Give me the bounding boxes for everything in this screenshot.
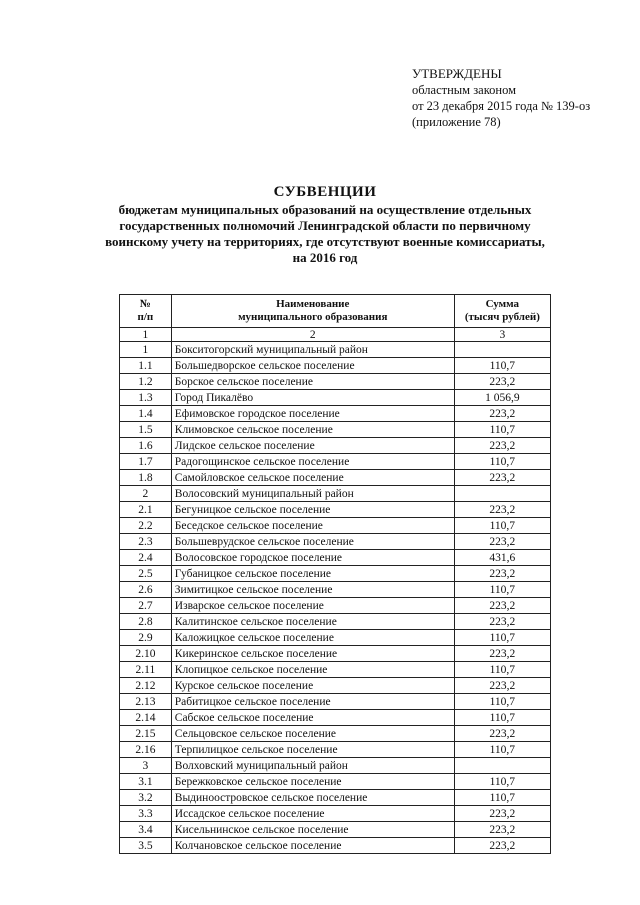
table-row [120, 486, 551, 502]
row-name: Калитинское сельское поселение [171, 614, 454, 630]
row-number: 3.3 [120, 806, 172, 822]
table-row [120, 742, 551, 758]
document-heading [60, 182, 590, 266]
table-row [120, 614, 551, 630]
row-sum: 223,2 [454, 566, 550, 582]
row-name: Волховский муниципальный район [171, 758, 454, 774]
row-number: 3 [120, 758, 172, 774]
row-name: Борское сельское поселение [171, 374, 454, 390]
table-row [120, 534, 551, 550]
row-number: 1.5 [120, 422, 172, 438]
row-sum: 110,7 [454, 694, 550, 710]
table-row [120, 582, 551, 598]
approval-block [412, 66, 590, 130]
document-subtitle-line: бюджетам муниципальных образований на осуществление отдельных [118, 202, 532, 217]
row-sum: 223,2 [454, 806, 550, 822]
row-number: 3.4 [120, 822, 172, 838]
row-sum: 223,2 [454, 726, 550, 742]
row-name: Кикеринское сельское поселение [171, 646, 454, 662]
row-name: Клопицкое сельское поселение [171, 662, 454, 678]
subventions-table [119, 294, 551, 854]
table-row [120, 790, 551, 806]
row-name: Ефимовское городское поселение [171, 406, 454, 422]
table-row [120, 358, 551, 374]
table-row [120, 454, 551, 470]
row-sum: 223,2 [454, 374, 550, 390]
row-number: 2.9 [120, 630, 172, 646]
row-sum: 223,2 [454, 678, 550, 694]
table-row [120, 726, 551, 742]
row-sum: 110,7 [454, 358, 550, 374]
row-number: 2.5 [120, 566, 172, 582]
row-name: Зимитицкое сельское поселение [171, 582, 454, 598]
row-sum: 110,7 [454, 518, 550, 534]
row-number: 2.7 [120, 598, 172, 614]
approval-line: от 23 декабря 2015 года № 139-оз [412, 99, 591, 113]
row-name: Волосовский муниципальный район [171, 486, 454, 502]
row-number: 2.8 [120, 614, 172, 630]
approval-title: УТВЕРЖДЕНЫ [412, 66, 502, 81]
header-sum: Сумма (тысяч рублей) [454, 295, 550, 328]
row-name: Бокситогорский муниципальный район [171, 342, 454, 358]
row-sum: 110,7 [454, 454, 550, 470]
table-row [120, 694, 551, 710]
row-number: 2.13 [120, 694, 172, 710]
table-row [120, 646, 551, 662]
table-row [120, 566, 551, 582]
table-row [120, 518, 551, 534]
table-row [120, 598, 551, 614]
table-row [120, 710, 551, 726]
row-sum: 223,2 [454, 406, 550, 422]
row-number: 1.3 [120, 390, 172, 406]
row-name: Бегуницкое сельское поселение [171, 502, 454, 518]
row-number: 2.11 [120, 662, 172, 678]
row-name: Климовское сельское поселение [171, 422, 454, 438]
row-sum: 223,2 [454, 838, 550, 854]
row-number: 1.6 [120, 438, 172, 454]
row-name: Рабитицкое сельское поселение [171, 694, 454, 710]
row-name: Город Пикалёво [171, 390, 454, 406]
row-sum [454, 758, 550, 774]
row-name: Сельцовское сельское поселение [171, 726, 454, 742]
table-row [120, 774, 551, 790]
table-row [120, 390, 551, 406]
table-row [120, 550, 551, 566]
table-row [120, 838, 551, 854]
row-name: Выдиноостровское сельское поселение [171, 790, 454, 806]
row-name: Кисельнинское сельское поселение [171, 822, 454, 838]
row-sum: 110,7 [454, 662, 550, 678]
row-number: 2 [120, 486, 172, 502]
row-number: 2.6 [120, 582, 172, 598]
row-number: 2.2 [120, 518, 172, 534]
row-name: Большедворское сельское поселение [171, 358, 454, 374]
row-name: Терпилицкое сельское поселение [171, 742, 454, 758]
row-sum: 110,7 [454, 710, 550, 726]
table-row [120, 342, 551, 358]
row-name: Большеврудское сельское поселение [171, 534, 454, 550]
row-number: 2.12 [120, 678, 172, 694]
table-row [120, 502, 551, 518]
row-sum [454, 342, 550, 358]
row-number: 3.2 [120, 790, 172, 806]
row-number: 2.10 [120, 646, 172, 662]
approval-line: (приложение 78) [412, 115, 501, 129]
row-number: 1.8 [120, 470, 172, 486]
row-number: 2.4 [120, 550, 172, 566]
table-row [120, 374, 551, 390]
row-sum: 223,2 [454, 502, 550, 518]
table-row [120, 758, 551, 774]
table-body [120, 342, 551, 854]
table-row [120, 406, 551, 422]
table-row [120, 822, 551, 838]
row-sum: 110,7 [454, 422, 550, 438]
table-row [120, 470, 551, 486]
row-name: Сабское сельское поселение [171, 710, 454, 726]
row-number: 1.7 [120, 454, 172, 470]
row-name: Иссадское сельское поселение [171, 806, 454, 822]
row-number: 1.2 [120, 374, 172, 390]
row-sum: 223,2 [454, 534, 550, 550]
row-name: Бережковское сельское поселение [171, 774, 454, 790]
approval-line: областным законом [412, 83, 517, 97]
row-name: Изварское сельское поселение [171, 598, 454, 614]
row-name: Радогощинское сельское поселение [171, 454, 454, 470]
row-sum: 110,7 [454, 774, 550, 790]
row-sum: 110,7 [454, 790, 550, 806]
row-number: 3.5 [120, 838, 172, 854]
table-row [120, 678, 551, 694]
row-number: 2.14 [120, 710, 172, 726]
row-sum: 223,2 [454, 470, 550, 486]
table-row [120, 662, 551, 678]
row-number: 2.1 [120, 502, 172, 518]
row-number: 1.4 [120, 406, 172, 422]
row-name: Самойловское сельское поселение [171, 470, 454, 486]
row-number: 2.3 [120, 534, 172, 550]
row-name: Колчановское сельское поселение [171, 838, 454, 854]
row-sum: 223,2 [454, 598, 550, 614]
column-number-row [120, 328, 551, 342]
document-subtitle-line: на 2016 год [292, 250, 358, 265]
row-sum: 110,7 [454, 582, 550, 598]
header-name: Наименование муниципального образования [171, 295, 454, 328]
document-subtitle-line: государственных полномочий Ленинградской области по первичному [119, 218, 531, 233]
row-sum: 110,7 [454, 742, 550, 758]
header-number: № п/п [120, 295, 172, 328]
row-name: Волосовское городское поселение [171, 550, 454, 566]
row-sum: 431,6 [454, 550, 550, 566]
row-name: Каложицкое сельское поселение [171, 630, 454, 646]
column-number: 1 [120, 328, 172, 342]
row-name: Лидское сельское поселение [171, 438, 454, 454]
row-number: 1 [120, 342, 172, 358]
row-number: 2.16 [120, 742, 172, 758]
row-sum: 110,7 [454, 630, 550, 646]
table-row [120, 630, 551, 646]
table-row [120, 438, 551, 454]
row-sum: 1 056,9 [454, 390, 550, 406]
row-sum: 223,2 [454, 646, 550, 662]
row-number: 3.1 [120, 774, 172, 790]
table-row [120, 422, 551, 438]
column-number: 3 [454, 328, 550, 342]
row-number: 2.15 [120, 726, 172, 742]
table-header-row [120, 295, 551, 328]
document-title: СУБВЕНЦИИ [273, 184, 377, 200]
row-sum: 223,2 [454, 438, 550, 454]
row-name: Беседское сельское поселение [171, 518, 454, 534]
row-name: Губаницкое сельское поселение [171, 566, 454, 582]
row-sum: 223,2 [454, 614, 550, 630]
row-sum [454, 486, 550, 502]
row-number: 1.1 [120, 358, 172, 374]
table-row [120, 806, 551, 822]
row-sum: 223,2 [454, 822, 550, 838]
column-number: 2 [171, 328, 454, 342]
row-name: Курское сельское поселение [171, 678, 454, 694]
document-subtitle-line: воинскому учету на территориях, где отсутствуют военные комиссариаты, [105, 234, 545, 249]
